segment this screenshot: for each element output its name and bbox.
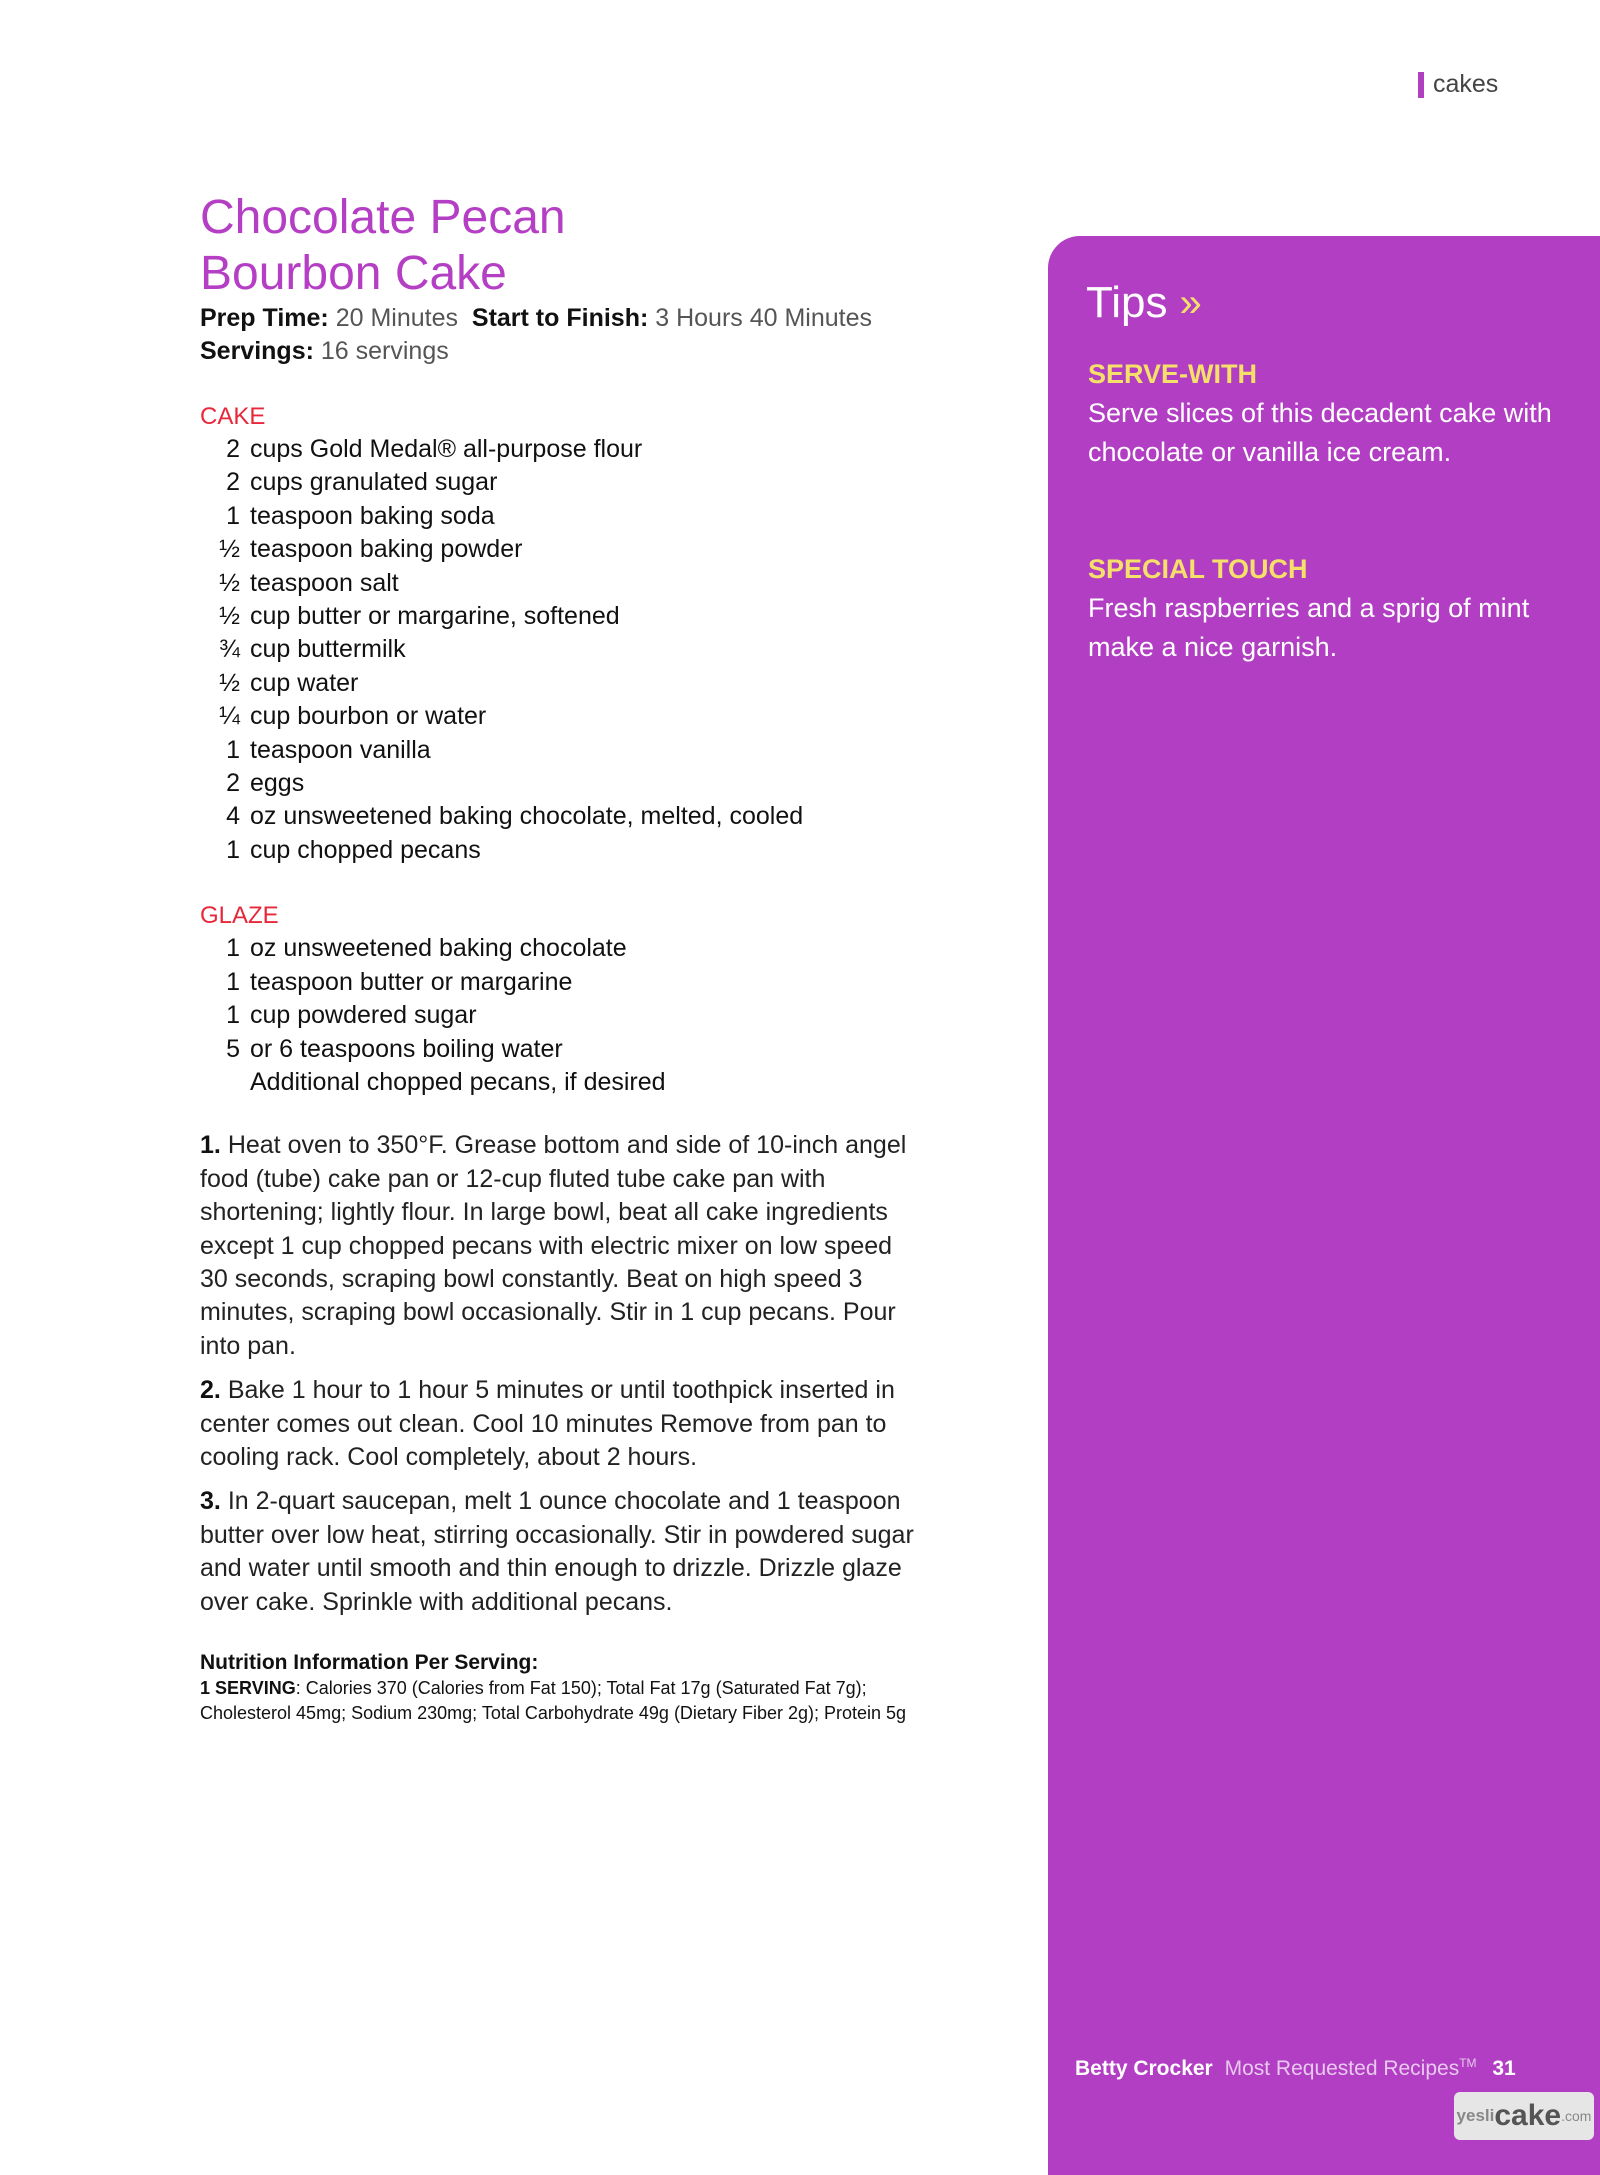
prep-time-value: 20 Minutes: [335, 304, 458, 332]
ingredient-qty: 4: [226, 802, 240, 831]
ingredient-text: cups Gold Medal® all-purpose flour: [250, 435, 643, 463]
ingredient-qty: ½: [219, 668, 240, 697]
cake-ingredient: [200, 500, 920, 533]
ingredient-text: teaspoon salt: [250, 568, 399, 597]
prep-time-label: Prep Time:: [200, 304, 329, 332]
cake-ingredient: [200, 834, 920, 867]
cake-heading: CAKE: [200, 403, 266, 430]
ingredient-qty: ½: [219, 535, 240, 564]
cake-ingredient: [200, 633, 920, 666]
cake-ingredient: [200, 533, 920, 566]
tip-serve-with-heading: SERVE-WITH: [1088, 359, 1258, 389]
glaze-ingredient: [200, 1066, 920, 1099]
ingredient-qty: [200, 1066, 250, 1099]
ingredient-text: oz unsweetened baking chocolate, melted, cooled: [250, 802, 804, 831]
cake-ingredient: [200, 600, 920, 633]
ingredient-text: cup chopped pecans: [250, 835, 481, 864]
recipe-main: [200, 190, 920, 1726]
ingredient-qty: 1: [226, 735, 240, 764]
ingredient-text: Additional chopped pecans, if desired: [250, 1067, 666, 1096]
nutrition-serving-label: 1 SERVING: [200, 1678, 296, 1698]
ingredient-text: cup powdered sugar: [250, 1001, 477, 1030]
ingredient-text: cup butter or margarine, softened: [250, 602, 620, 631]
ingredient-qty: 2: [226, 435, 240, 463]
tips-title-text: Tips: [1086, 278, 1168, 327]
ingredient-qty: ½: [219, 602, 240, 631]
watermark-logo: [1454, 2092, 1594, 2140]
ingredient-qty: 1: [226, 934, 240, 963]
directions: [200, 1129, 920, 1619]
start-to-finish-label: Start to Finish:: [471, 304, 649, 332]
recipe-title-line2: Bourbon Cake: [200, 247, 507, 300]
ingredient-text: eggs: [250, 769, 305, 798]
cake-ingredient: [200, 767, 920, 800]
nutrition-info: [200, 1649, 920, 1726]
ingredient-text: cups granulated sugar: [250, 468, 498, 497]
direction-step: [200, 1485, 920, 1619]
step-text: Heat oven to 350°F. Grease bottom and side of 10-inch angel food (tube) cake pan or 12-cup fluted tube cake pan with shortening; lightly flour. In large bowl, beat all cake ingredients except 1 cup chopped pecans with electric mixer on low speed 30 seconds, scraping bowl constantly. Beat on high speed 3 minutes, scraping bowl occasionally. Stir in 1 cup pecans. Pour into pan.: [200, 1131, 907, 1360]
ingredient-qty: 2: [226, 468, 240, 497]
page-footer: [1075, 2056, 1516, 2081]
step-text: Bake 1 hour to 1 hour 5 minutes or until toothpick inserted in center comes out clean. Cool 10 minutes Remove from pan to cooling rack. Cool completely, about 2 hours.: [200, 1376, 895, 1471]
ingredient-text: cup bourbon or water: [250, 702, 487, 731]
glaze-ingredient: [200, 966, 920, 999]
tip-serve-with-body: Serve slices of this decadent cake with chocolate or vanilla ice cream.: [1088, 398, 1552, 467]
ingredient-text: teaspoon baking powder: [250, 535, 523, 564]
ingredient-qty: 1: [226, 501, 240, 530]
watermark-suffix: .com: [1561, 2108, 1592, 2124]
ingredient-text: oz unsweetened baking chocolate: [250, 934, 627, 963]
nutrition-heading: Nutrition Information Per Serving:: [200, 1651, 539, 1674]
ingredient-qty: 5: [226, 1034, 240, 1063]
cake-ingredient: [200, 734, 920, 767]
direction-step: [200, 1374, 920, 1474]
section-tag: [1418, 70, 1498, 99]
cake-ingredient: [200, 667, 920, 700]
footer-series: Most Requested Recipes: [1224, 2057, 1460, 2080]
glaze-heading: GLAZE: [200, 902, 279, 930]
step-number: 3.: [200, 1487, 221, 1516]
double-chevron-icon: »: [1179, 280, 1196, 325]
ingredient-text: or 6 teaspoons boiling water: [250, 1034, 563, 1063]
step-number: 1.: [200, 1131, 221, 1160]
ingredient-qty: 1: [226, 1001, 240, 1030]
glaze-ingredient: [200, 1033, 920, 1066]
cake-ingredient: [200, 466, 920, 499]
ingredient-qty: ¾: [219, 635, 240, 664]
ingredient-text: teaspoon baking soda: [250, 501, 495, 530]
cake-ingredient: [200, 433, 920, 466]
servings-label: Servings:: [200, 337, 314, 365]
ingredient-text: cup water: [250, 668, 359, 697]
tip-special-touch: [1088, 551, 1558, 667]
step-number: 2.: [200, 1376, 221, 1405]
meta-line-1: [200, 302, 920, 335]
step-text: In 2-quart saucepan, melt 1 ounce chocolate and 1 teaspoon butter over low heat, stirring occasionally. Stir in powdered sugar and water until smooth and thin enough to drizzle. Drizzle glaze over cake. Sprinkle with additional pecans.: [200, 1487, 914, 1616]
tips-sidebar: [1048, 236, 1600, 2175]
recipe-title-line1: Chocolate Pecan: [200, 191, 566, 244]
ingredient-text: cup buttermilk: [250, 635, 406, 664]
tip-special-touch-heading: SPECIAL TOUCH: [1088, 554, 1308, 584]
cake-ingredient: [200, 567, 920, 600]
direction-step: [200, 1129, 920, 1363]
watermark-prefix: yesli: [1456, 2106, 1495, 2125]
ingredient-qty: 1: [226, 967, 240, 996]
start-to-finish-value: 3 Hours 40 Minutes: [655, 304, 873, 332]
nutrition-body: [200, 1676, 920, 1726]
footer-trademark: TM: [1459, 2056, 1477, 2070]
meta-line-2: [200, 335, 920, 368]
glaze-ingredient: [200, 932, 920, 965]
tips-title: [1086, 278, 1196, 328]
ingredient-qty: ¼: [219, 702, 240, 731]
glaze-ingredient: [200, 999, 920, 1032]
ingredient-text: teaspoon butter or margarine: [250, 967, 573, 996]
page-number: 31: [1492, 2057, 1516, 2080]
footer-brand: Betty Crocker: [1075, 2057, 1213, 2080]
ingredient-text: teaspoon vanilla: [250, 735, 431, 764]
cake-ingredient: [200, 700, 920, 733]
watermark-big: cake: [1494, 2099, 1562, 2132]
recipe-meta: [200, 302, 920, 368]
servings-value: 16 servings: [320, 337, 449, 365]
glaze-ingredient-list: [200, 932, 920, 1099]
ingredient-qty: ½: [219, 568, 240, 597]
section-tag-label: cakes: [1433, 70, 1499, 98]
section-tag-bar: [1418, 72, 1424, 98]
recipe-title: [200, 190, 920, 302]
cake-ingredient-list: [200, 433, 920, 867]
tip-special-touch-body: Fresh raspberries and a sprig of mint make a nice garnish.: [1088, 593, 1530, 662]
ingredient-qty: 1: [226, 835, 240, 864]
cake-ingredient: [200, 800, 920, 833]
nutrition-details: : Calories 370 (Calories from Fat 150); Total Fat 17g (Saturated Fat 7g); Cholesterol 45mg; Sodium 230mg; Total Carbohydrate 49g (Dietary Fiber 2g); Protein 5g: [200, 1678, 907, 1723]
tip-serve-with: [1088, 356, 1558, 472]
ingredient-qty: 2: [226, 769, 240, 798]
